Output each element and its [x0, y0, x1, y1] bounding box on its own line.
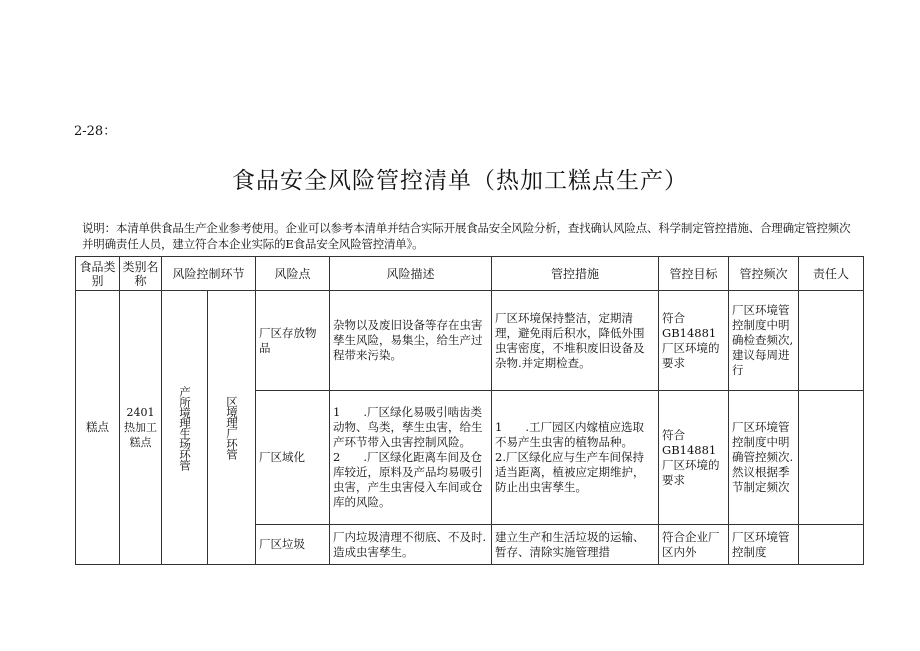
risk-description-cell: 厂内垃圾清理不彻底、不及时.造成虫害孳生。: [330, 525, 492, 565]
header-category: 食品类别: [76, 257, 120, 291]
page-title: 食品安全风险管控清单（热加工糕点生产）: [232, 168, 688, 194]
risk-description-cell: 1 .厂区绿化易吸引啮齿类动物、鸟类，孳生虫害，给生产环节带入虫害控制风险。 2 .厂区绿化距离车间及仓库较近，原料及产品均易吸引虫害，产生虫害侵入车间或仓库的风险。: [330, 391, 492, 525]
header-category-name: 类别名称: [120, 257, 162, 291]
control-frequency-cell: 厂区环境管控制度中明确检查频次,建议每周进行: [729, 291, 799, 391]
owner-cell: [799, 291, 864, 391]
control-measures-cell: 1 .工厂园区内嫁植应选取不易产生虫害的植物品种。 2.厂区绿化应与生产车间保持适当距离，植被应定期维护，防止出虫害孳生。: [492, 391, 659, 525]
stage-cell-2: [208, 291, 256, 565]
document-code: 2-28：: [74, 124, 117, 139]
category-name-cell: 2401热加工糕点: [120, 291, 162, 565]
stage-cell-1: [162, 291, 208, 565]
control-frequency-cell: 厂区环境管控制度: [729, 525, 799, 565]
risk-point-cell: 厂区垃圾: [256, 525, 330, 565]
control-measures-cell: 厂区环境保持整洁，定期清理，避免雨后积水，降低外围虫害密度，不堆积废旧设备及杂物.并定期检查。: [492, 291, 659, 391]
document-note: 说明：本清单供食品生产企业参考使用。企业可以参考本清单并结合实际开展食品安全风险分析，查找确认风险点、科学制定管控措施、合理确定管控频次并明确责任人员，建立符合本企业实际的E食品安全风险管控清单》。: [82, 221, 851, 251]
control-target-cell: 符合GB14881厂区环境的要求: [659, 391, 729, 525]
header-risk-stage: 风险控制环节: [162, 257, 256, 291]
control-target-cell: 符合GB14881厂区环境的要求: [659, 291, 729, 391]
owner-cell: [799, 525, 864, 565]
control-frequency-cell: 厂区环境管控制度中明确管控频次.然议根据季节制定频次: [729, 391, 799, 525]
risk-point-cell: 厂区域化: [256, 391, 330, 525]
table-header-row: [76, 257, 864, 291]
stage-text-2: 区境理厂环管: [225, 396, 239, 459]
header-owner: 责任人: [799, 257, 864, 291]
control-measures-cell: 建立生产和生活垃圾的运输、暂存、清除实施管理措: [492, 525, 659, 565]
table-row: [76, 291, 864, 391]
risk-control-table: [75, 256, 864, 565]
stage-text-1: 产所境理生场环管: [178, 385, 192, 470]
header-control-measures: 管控措施: [492, 257, 659, 291]
risk-point-cell: 厂区存放物品: [256, 291, 330, 391]
header-risk-description: 风险描述: [330, 257, 492, 291]
control-target-cell: 符合企业厂区内外: [659, 525, 729, 565]
risk-description-cell: 杂物以及废旧设备等存在虫害孳生风险，易集尘，给生产过程带来污染。: [330, 291, 492, 391]
category-cell: 糕点: [76, 291, 120, 565]
header-control-frequency: 管控频次: [729, 257, 799, 291]
header-control-target: 管控目标: [659, 257, 729, 291]
header-risk-point: 风险点: [256, 257, 330, 291]
owner-cell: [799, 391, 864, 525]
